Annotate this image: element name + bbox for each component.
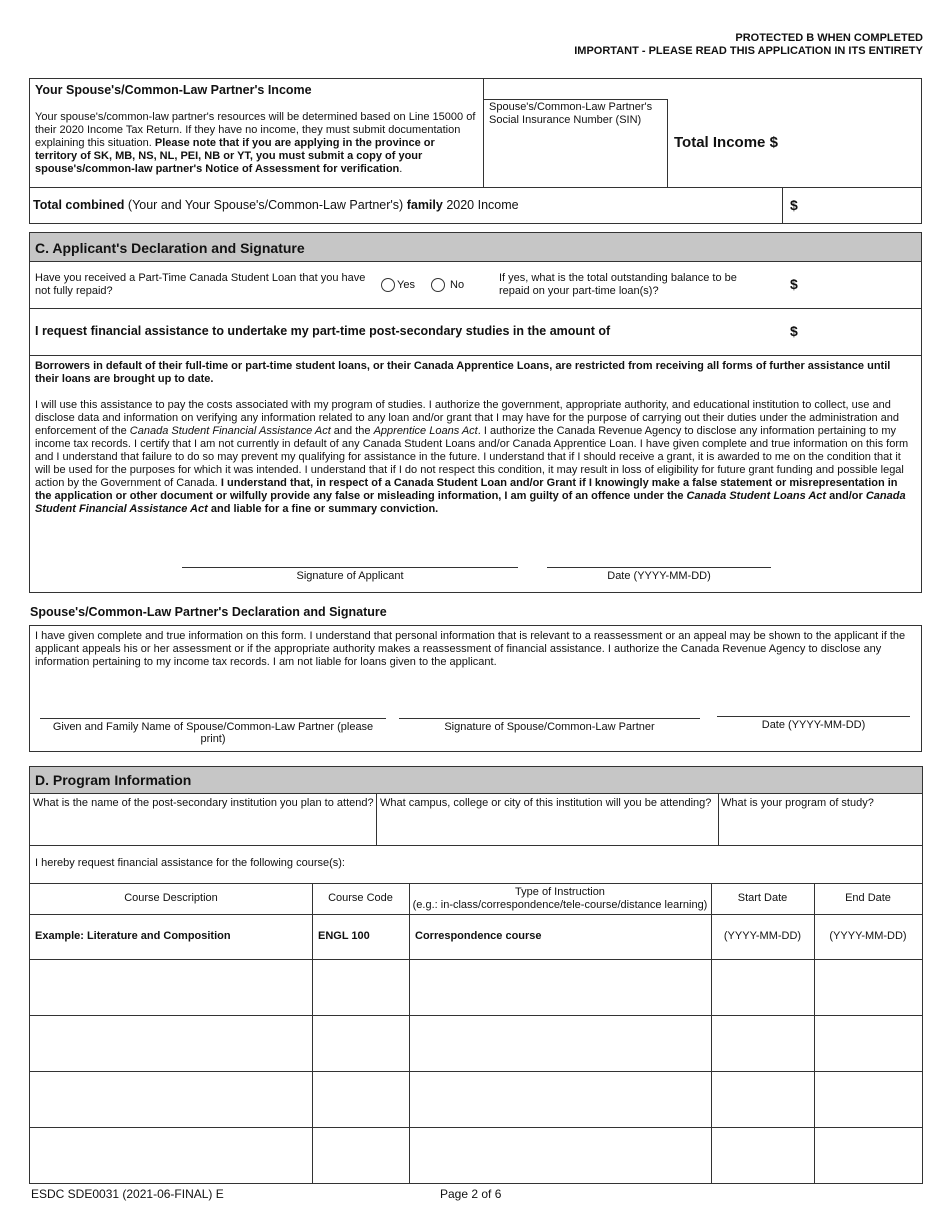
combined-income-label: Total combined (Your and Your Spouse's/Common-Law Partner's) family 2020 Income bbox=[33, 198, 519, 212]
balance-dollar-sign: $ bbox=[790, 276, 798, 292]
course-row-1-start[interactable] bbox=[712, 960, 814, 1015]
spouse-name-line[interactable] bbox=[40, 718, 386, 719]
yes-radio[interactable] bbox=[381, 278, 395, 292]
courses-intro: I hereby request financial assistance for the following course(s): bbox=[35, 857, 345, 869]
yes-label: Yes bbox=[397, 278, 415, 291]
applicant-date-line[interactable] bbox=[547, 567, 771, 568]
no-label: No bbox=[450, 278, 465, 291]
course-row-4-description[interactable] bbox=[31, 1128, 312, 1183]
campus-input[interactable] bbox=[380, 812, 715, 842]
spouse-declaration-text: I have given complete and true information on this form. I understand that personal information that is relevant to a reassessment or an appeal may be shown to the applicant if the applicant appeals his or her assessment or if the appropriate authority makes a reassessment of financial assistance. I authorize the Canada Revenue Agency to disclose any information pertaining to my income tax records. I am not liable for loans given to the applicant. bbox=[35, 630, 906, 668]
applicant-signature-line[interactable] bbox=[182, 567, 518, 568]
no-radio-group bbox=[431, 278, 464, 292]
institution-question: What is the name of the post-secondary institution you plan to attend? bbox=[33, 797, 374, 809]
request-amount-input[interactable] bbox=[805, 315, 917, 347]
balance-input[interactable] bbox=[805, 268, 917, 300]
campus-question: What campus, college or city of this institution will you be attending? bbox=[380, 797, 712, 809]
spouse-income-title: Your Spouse's/Common-Law Partner's Income bbox=[35, 83, 312, 97]
course-row-3-description[interactable] bbox=[31, 1072, 312, 1127]
sin-input[interactable] bbox=[489, 128, 659, 178]
col-course-description: Course Description bbox=[124, 892, 218, 904]
form-identifier: ESDC SDE0031 (2021-06-FINAL) E bbox=[31, 1187, 224, 1201]
spouse-income-instructions: Your spouse's/common-law partner's resources will be determined based on Line 15000 of their 2020 Income Tax Return. If they have no income, they must submit documentation explaining this situation. Please note that if you are applying in the province or territory of SK, MB, NS, NL, PEI, NB or YT, you must submit a copy of your spouse's/common-law partner's Notice of Assessment for verification. bbox=[35, 111, 476, 175]
spouse-name-label: Given and Family Name of Spouse/Common-Law Partner (please print) bbox=[52, 721, 374, 745]
course-row-2-type[interactable] bbox=[410, 1016, 711, 1071]
course-row-1-end[interactable] bbox=[815, 960, 921, 1015]
request-amount-label: I request financial assistance to undertake my part-time post-secondary studies in the amount of bbox=[35, 324, 611, 338]
spouse-signature-label: Signature of Spouse/Common-Law Partner bbox=[444, 721, 655, 733]
yes-radio-group bbox=[381, 278, 415, 292]
course-row-3-code[interactable] bbox=[313, 1072, 409, 1127]
course-row-3-type[interactable] bbox=[410, 1072, 711, 1127]
balance-question: If yes, what is the total outstanding balance to be repaid on your part-time loan(s)? bbox=[499, 272, 737, 297]
combined-income-input[interactable] bbox=[805, 192, 917, 220]
course-row-1-code[interactable] bbox=[313, 960, 409, 1015]
col-end-date: End Date bbox=[845, 892, 891, 904]
loan-question: Have you received a Part-Time Canada Student Loan that you have not fully repaid? bbox=[35, 272, 366, 297]
page-number: Page 2 of 6 bbox=[440, 1187, 502, 1201]
col-course-code: Course Code bbox=[328, 892, 393, 904]
applicant-declaration-text: I will use this assistance to pay the costs associated with my program of studies. I authorize the government, appropriate authority, and educational institution to collect, use and disclose data and information on verifying any information related to any loan and/or grant that I may have for the purpose of carrying out their duties under the administration and enforcement of the Canada Student Financial Assistance Act and the Apprentice Loans Act. I authorize the Canada Revenue Agency to disclose any information pertaining to my income tax records. I certify that I am not currently in default of any Canada Student Loans and/or Canada Apprentice Loan. I have given complete and true information on this form and I understand that failure to do so may prevent my qualifying for assistance in the future. I understand that if I should receive a grant, it is awarded to me on the condition that it will be used for the purposes for which it was intended. I understand that if I do not respect this condition, it may result in loss of eligibility for future grant funding and possible legal action by the Government of Canada. I understand that, in respect of a Canada Student Loan and/or Grant if I knowingly make a false statement or misrepresentation in the application or other document or wilfully provide any false or misleading information, I am guilty of an offence under the Canada Student Loans Act and/or Canada Student Financial Assistance Act and liable for a fine or summary conviction. bbox=[35, 399, 909, 515]
course-row-1-type[interactable] bbox=[410, 960, 711, 1015]
applicant-date-label: Date (YYYY-MM-DD) bbox=[607, 570, 711, 582]
course-row-4-start[interactable] bbox=[712, 1128, 814, 1183]
no-radio[interactable] bbox=[431, 278, 445, 292]
spouse-date-line[interactable] bbox=[717, 716, 910, 717]
spouse-declaration-title: Spouse's/Common-Law Partner's Declaration and Signature bbox=[30, 605, 387, 619]
important-notice: IMPORTANT - PLEASE READ THIS APPLICATION IN ITS ENTIRETY bbox=[574, 45, 923, 57]
course-row-3-start[interactable] bbox=[712, 1072, 814, 1127]
example-course-description: Example: Literature and Composition bbox=[35, 930, 231, 942]
course-row-2-code[interactable] bbox=[313, 1016, 409, 1071]
example-course-code: ENGL 100 bbox=[318, 930, 370, 942]
combined-dollar-sign: $ bbox=[790, 197, 798, 213]
course-row-2-start[interactable] bbox=[712, 1016, 814, 1071]
example-instruction-type: Correspondence course bbox=[415, 930, 542, 942]
program-input[interactable] bbox=[721, 812, 919, 842]
section-c-title: C. Applicant's Declaration and Signature bbox=[35, 240, 305, 256]
course-row-2-description[interactable] bbox=[31, 1016, 312, 1071]
applicant-signature-label: Signature of Applicant bbox=[296, 570, 404, 582]
course-row-2-end[interactable] bbox=[815, 1016, 921, 1071]
request-dollar-sign: $ bbox=[790, 323, 798, 339]
col-type-of-instruction: Type of Instruction (e.g.: in-class/correspondence/tele-course/distance learning) bbox=[412, 886, 708, 911]
course-row-4-type[interactable] bbox=[410, 1128, 711, 1183]
protected-b-notice: PROTECTED B WHEN COMPLETED bbox=[735, 32, 923, 44]
course-row-1-description[interactable] bbox=[31, 960, 312, 1015]
sin-label: Spouse's/Common-Law Partner's Social Insurance Number (SIN) bbox=[489, 101, 653, 126]
example-end-date: (YYYY-MM-DD) bbox=[829, 930, 907, 942]
total-income-input[interactable] bbox=[790, 102, 918, 184]
course-row-4-code[interactable] bbox=[313, 1128, 409, 1183]
program-question: What is your program of study? bbox=[721, 797, 874, 809]
spouse-date-label: Date (YYYY-MM-DD) bbox=[761, 719, 866, 731]
example-start-date: (YYYY-MM-DD) bbox=[723, 930, 802, 942]
section-d-title: D. Program Information bbox=[35, 772, 192, 788]
col-start-date: Start Date bbox=[737, 892, 788, 904]
institution-input[interactable] bbox=[33, 812, 373, 842]
course-row-3-end[interactable] bbox=[815, 1072, 921, 1127]
spouse-signature-line[interactable] bbox=[399, 718, 700, 719]
total-income-label: Total Income $ bbox=[674, 134, 778, 151]
default-warning: Borrowers in default of their full-time or part-time student loans, or their Canada Apprentice Loans, are restricted from receiving all forms of further assistance until their loans are brought up to date. bbox=[35, 360, 891, 385]
course-row-4-end[interactable] bbox=[815, 1128, 921, 1183]
